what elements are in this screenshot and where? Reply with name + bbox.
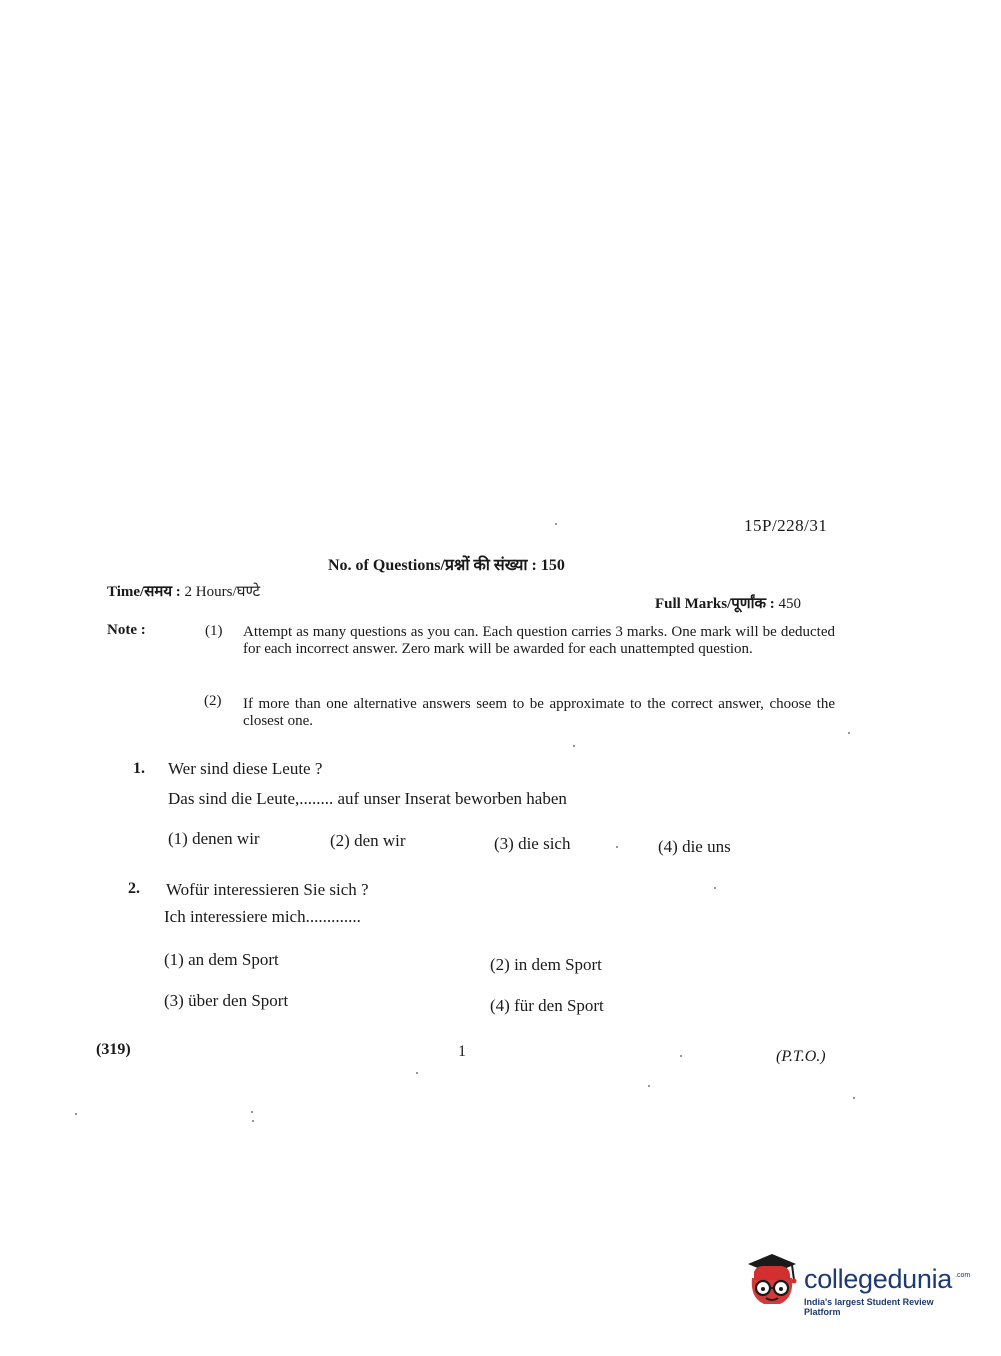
mascot-icon: [742, 1250, 802, 1314]
scan-speck: [680, 1055, 682, 1057]
scan-speck: [648, 1085, 650, 1087]
answer-option: (2) in dem Sport: [490, 955, 602, 974]
answer-option: (3) über den Sport: [164, 991, 289, 1010]
note-label: Note :: [107, 622, 146, 638]
logo-suffix: .com: [955, 1272, 971, 1279]
time-label: Time/समय :: [107, 584, 181, 600]
note-item-text: If more than one alternative answers seem to be approximate to the correct answer, choose the closest one.: [243, 696, 835, 729]
scan-speck: [714, 887, 716, 889]
time-value: 2 Hours/घण्टे: [180, 584, 260, 600]
footer-code: (319): [96, 1041, 131, 1058]
answer-option: (1) an dem Sport: [164, 950, 279, 969]
note-item-text: Attempt as many questions as you can. Each question carries 3 marks. One mark will be deducted for each incorrect answer. Zero mark will be awarded for each unattempted question.: [243, 624, 835, 657]
marks-label: Full Marks/पूर्णांक :: [655, 596, 775, 612]
logo-wordmark: collegedunia: [804, 1264, 953, 1294]
question-number: 2.: [128, 880, 140, 897]
answer-option: (2) den wir: [330, 831, 406, 850]
scan-speck: [848, 732, 850, 734]
answer-option: (3) die sich: [494, 834, 571, 853]
question-stem: Ich interessiere mich.............: [164, 907, 361, 926]
question-stem: Das sind die Leute,........ auf unser Inserat beworben haben: [168, 789, 567, 808]
scan-speck: [75, 1113, 77, 1115]
scan-speck: [416, 1072, 418, 1074]
question-prompt: Wofür interessieren Sie sich ?: [166, 880, 369, 899]
question-number: 1.: [133, 760, 145, 777]
marks-value: 450: [774, 596, 802, 612]
scan-speck: [252, 1120, 254, 1122]
answer-option: (4) die uns: [658, 837, 731, 856]
scan-speck: [251, 1111, 253, 1113]
logo-tagline: India's largest Student Review Platform: [804, 1297, 934, 1317]
paper-code: 15P/228/31: [744, 516, 828, 535]
number-of-questions: No. of Questions/प्रश्नों की संख्या : 150: [328, 557, 565, 574]
page-number: 1: [458, 1043, 466, 1060]
answer-option: (4) für den Sport: [490, 996, 604, 1015]
note-item-number: (2): [204, 693, 222, 709]
scan-speck: [616, 846, 618, 848]
scan-speck: [573, 745, 575, 747]
question-prompt: Wer sind diese Leute ?: [168, 759, 323, 778]
scan-speck: [555, 523, 557, 525]
answer-option: (1) denen wir: [168, 829, 260, 848]
time-allowed: [107, 581, 260, 601]
collegedunia-logo: [742, 1250, 972, 1316]
scan-speck: [853, 1097, 855, 1099]
please-turn-over: (P.T.O.): [776, 1048, 826, 1065]
full-marks: [655, 593, 801, 613]
note-item-number: (1): [205, 623, 223, 639]
